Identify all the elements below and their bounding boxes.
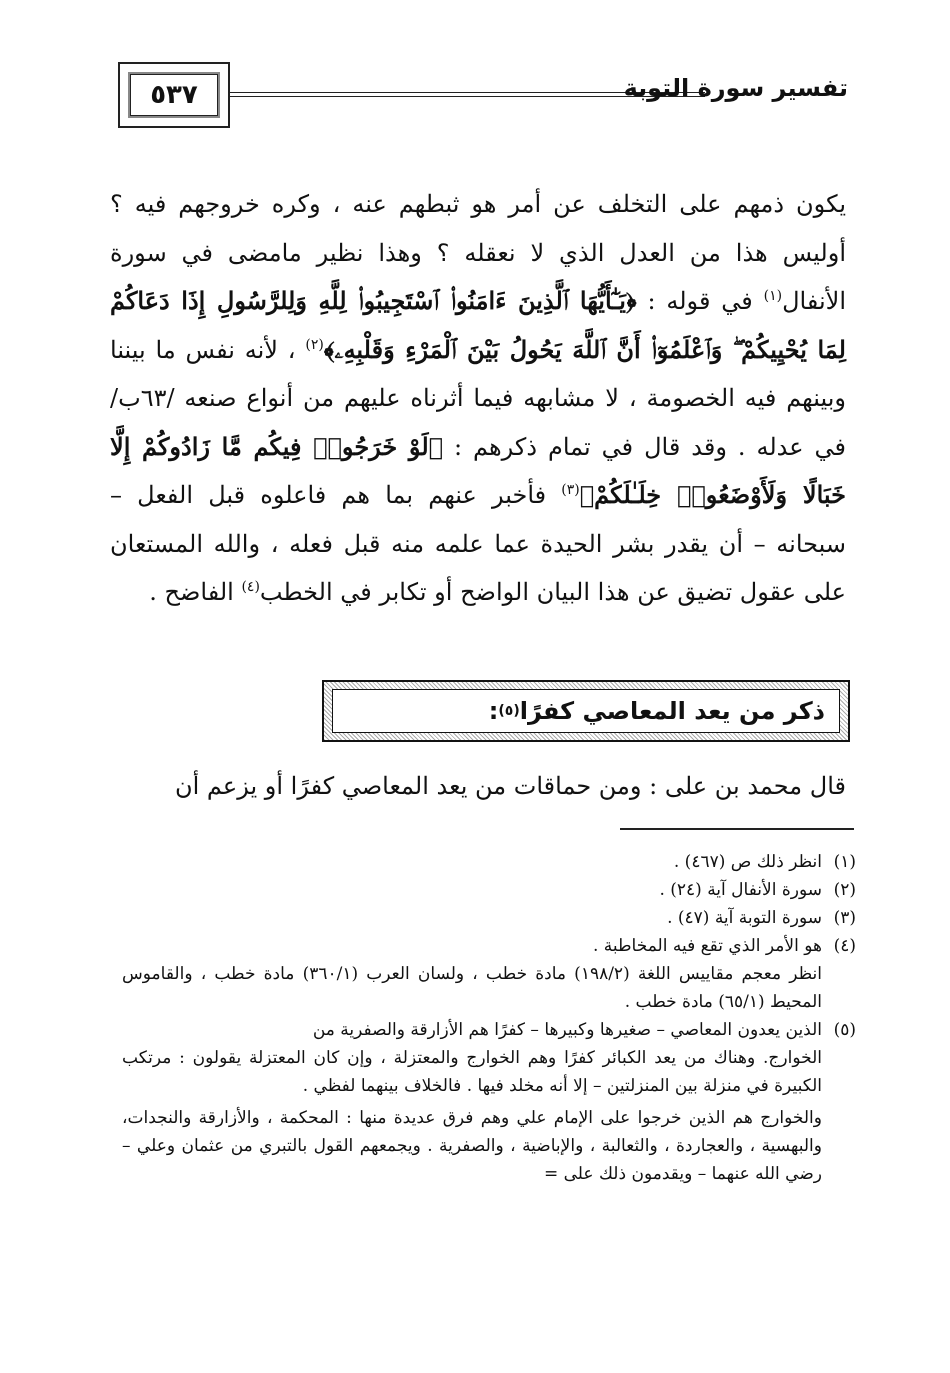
page-header xyxy=(118,62,848,132)
footnote xyxy=(122,932,856,960)
footnote-continuation: الخوارج. وهناك من يعد الكبائر كفرًا وهم الخوارج والمعتزلة ، وإن كان المعتزلة يقولون : مرتكب الكبيرة في منزلة بين المنزلتين – إلا أنه مخلد فيها . فالخلاف بينهما لفظي . xyxy=(122,1048,822,1096)
section-heading-frame xyxy=(322,680,850,742)
footnote-separator xyxy=(620,828,854,830)
footnote-number: (٥) xyxy=(833,1020,856,1040)
footnote xyxy=(122,904,856,932)
quran-verse: ﴿لَوْ خَرَجُوا۟ فِيكُم مَّا زَادُوكُمْ إِلَّا خَبَالًا وَلَأَوْضَعُوا۟ خِلَـٰلَكُمْ﴾ xyxy=(110,431,846,509)
footnote-number: (٣) xyxy=(833,908,856,928)
footnote-text: انظر ذلك ص (٤٦٧) . xyxy=(673,852,822,872)
page-number: ٥٣٧ xyxy=(130,74,218,116)
footnote-ref[interactable]: (١) xyxy=(763,288,783,304)
footnote xyxy=(122,876,856,904)
footnote-continuation: انظر معجم مقاييس اللغة (١٩٨/٢) مادة خطب ، ولسان العرب (٣٦٠/١) مادة خطب ، والقاموس المحيط (٦٥/١) مادة خطب . xyxy=(122,964,822,1012)
footnote-number: (١) xyxy=(833,852,856,872)
footnote-ref[interactable]: (٣) xyxy=(561,482,580,498)
footnote-number: (٤) xyxy=(833,936,856,956)
footnote-text: هو الأمر الذي تقع فيه المخاطبة . xyxy=(592,936,822,956)
footnote-number: (٢) xyxy=(833,880,856,900)
main-text xyxy=(110,180,846,617)
section-heading: ذكر من يعد المعاصي كفرًا (٥) : xyxy=(332,689,840,733)
footnote-text: سورة التوبة آية (٤٧) . xyxy=(667,908,822,928)
footnotes xyxy=(122,848,856,1188)
footnote xyxy=(122,1016,856,1044)
page-number-frame xyxy=(118,62,230,128)
footnote-text: الذين يعدون المعاصي – صغيرها وكبيرها – كفرًا هم الأزارقة والصفرية من xyxy=(312,1020,822,1040)
footnote-ref[interactable]: (٤) xyxy=(241,579,260,595)
quran-verse: ﴿يَـٰٓأَيُّهَا ٱلَّذِينَ ءَامَنُوا۟ ٱسْتَجِيبُوا۟ لِلَّهِ وَلِلرَّسُولِ إِذَا دَعَاكُمْ لِمَا يُحْيِيكُمْ ۖ وَٱعْلَمُوٓا۟ أَنَّ ٱللَّهَ يَحُولُ بَيْنَ ٱلْمَرْءِ وَقَلْبِهِۦ﴾ xyxy=(110,286,846,364)
paragraph: يكون ذمهم على التخلف عن أمر هو ثبطهم عنه ، وكره خروجهم فيه ؟ أوليس هذا من العدل الذي لا نعقله ؟ وهذا نظير مامضى في سورة الأنفال$^{(١)}$ في قوله : ﴿يَـٰٓأَيُّهَا ٱلَّذِينَ ءَامَنُوا۟ ٱسْتَجِيبُوا۟ لِلَّهِ وَلِلرَّسُولِ إِذَا دَعَاكُمْ لِمَا يُحْيِيكُمْ ۖ وَٱعْلَمُوٓا۟ أَنَّ ٱللَّهَ يَحُولُ بَيْنَ ٱلْمَرْءِ وَقَلْبِهِۦ﴾$^{(٢)}$ ، لأنه نفس ما بيننا وبينهم فيه الخصومة ، لا مشابهه فيما أثرناه عليهم من أنواع صنعه /٦٣ب/ في عدله . وقد قال في تمام ذكرهم : ﴿لَوْ خَرَجُوا۟ فِيكُم مَّا زَادُوكُمْ إِلَّا خَبَالًا وَلَأَوْضَعُوا۟ خِلَـٰلَكُمْ﴾$^{(٣)}$ فأخبر عنهم بما هم فاعلوه قبل الفعل – سبحانه – أن يقدر بشر الحيدة عما علمه منه قبل فعله ، والله المستعان على عقول تضيق عن هذا البيان الواضح أو تكابر في الخطب$^{(٤)}$ الفاضح . xyxy=(110,190,846,606)
footnote-text: سورة الأنفال آية (٢٤) . xyxy=(659,880,822,900)
footnote-continuation: والخوارج هم الذين خرجوا على الإمام علي وهم فرق عديدة منها : المحكمة ، والأزارقة والنجدات، والبهسية ، والعجاردة ، والثعالبة ، والإباضية ، والصفرية . ويجمعهم القول بالتبري من عثمان وعلي – رضي الله عنهما – ويقدمون ذلك على = xyxy=(122,1108,822,1184)
footnote-ref[interactable]: (٢) xyxy=(305,336,324,353)
footnote xyxy=(122,848,856,876)
section-opening-line: قال محمد بن على : ومن حماقات من يعد المعاصي كفرًا أو يزعم أن xyxy=(175,772,846,800)
running-title: تفسير سورة التوبة xyxy=(623,74,848,102)
